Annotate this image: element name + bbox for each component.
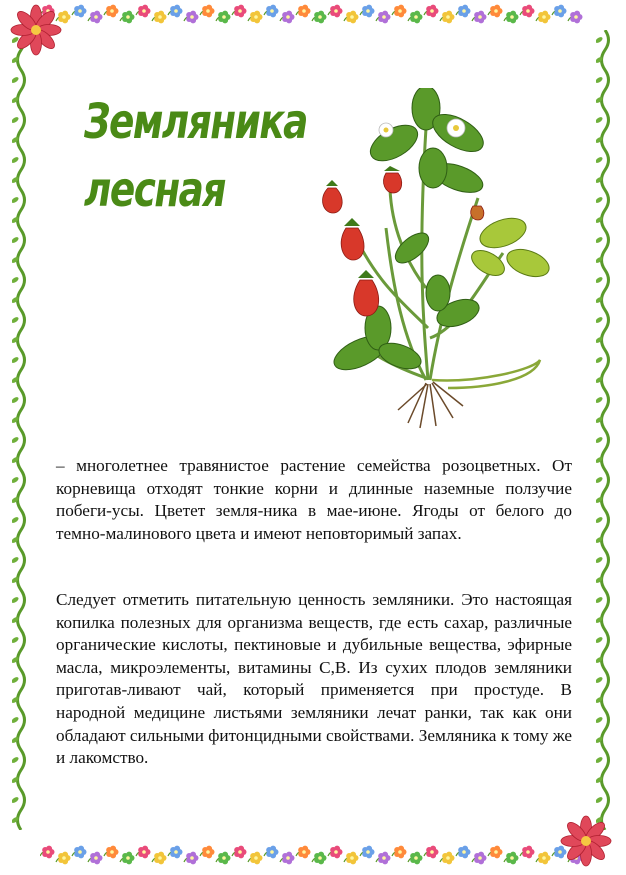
left-vine-border [12, 30, 30, 830]
title-line-2: лесная [84, 162, 225, 218]
top-floral-border [40, 2, 588, 26]
wild-strawberry-plant-illustration [308, 88, 558, 433]
red-flower-icon [10, 4, 62, 56]
nutrition-paragraph: Следует отметить питательную ценность земляники. Это настоящая копилка полезных для организма веществ, где есть сахар, различные органические кислоты, пектиновые и дубильные вещества, эфирные масла, микроэлементы, витамины С,В. Из сухих плодов земляники приготав-ливают чай, который применяется при простуде. В народной медицине листьями земляники лечат ранки, так как они обладают сильными фитонцидными свойствами. Земляника к тому же и лакомство. [56, 590, 572, 768]
right-vine-border [596, 30, 614, 830]
title-line-1: Земляника [84, 94, 307, 150]
bottom-floral-border [40, 843, 588, 867]
red-flower-icon [560, 815, 612, 867]
intro-paragraph: – многолетнее травянистое растение семейства розоцветных. От корневища отходят тонкие корни и длинные наземные ползучие побеги-усы. Цветет земля-ника в мае-июне. Ягоды от белого до темно-малинового цвета и имеют неповторимый запах. [56, 456, 572, 543]
page-title [84, 88, 334, 224]
